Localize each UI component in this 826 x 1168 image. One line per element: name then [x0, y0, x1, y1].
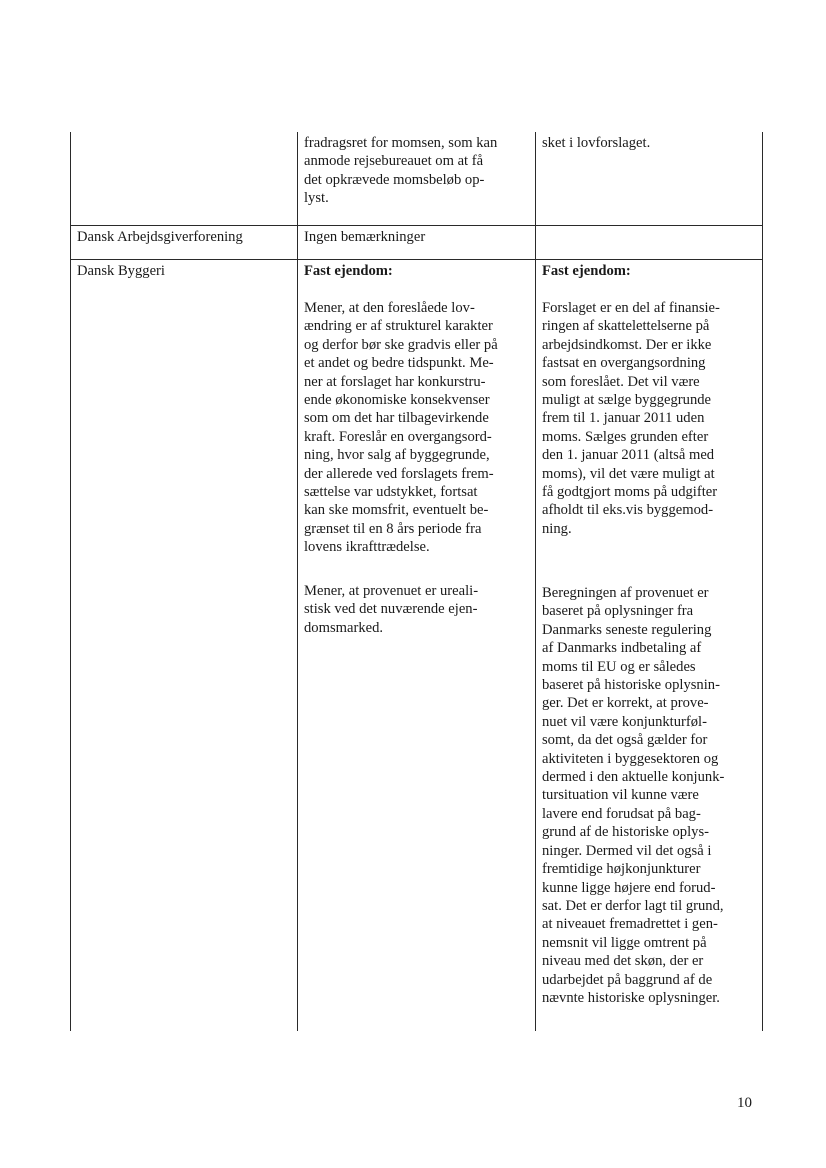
- table-border-left: [70, 132, 71, 1031]
- text-line: der allerede ved forslagets frem-: [304, 465, 494, 482]
- text-line: frem til 1. januar 2011 uden: [542, 410, 705, 427]
- row3-col3-paragraph-2: [542, 584, 724, 1007]
- text-line: aktiviteten i byggesektoren og: [542, 750, 719, 767]
- row1-col2-text: [304, 134, 497, 208]
- text-line: ringen af skattelettelserne på: [542, 318, 710, 335]
- text-line: som om det har tilbagevirkende: [304, 410, 489, 427]
- table-row-divider-2: [70, 259, 763, 260]
- text-line: baseret på oplysninger fra: [542, 603, 694, 620]
- text-line: Mener, at provenuet er ureali-: [304, 583, 479, 599]
- text-line: grænset til en 8 års periode fra: [304, 520, 482, 537]
- text-line: den 1. januar 2011 (altså med: [542, 447, 715, 464]
- text-line: ninger. Dermed vil det også i: [542, 842, 712, 859]
- row1-col3-text: [542, 134, 650, 152]
- text-line: moms. Sælges grunden efter: [542, 428, 709, 445]
- text-line: muligt at sælge byggegrunde: [542, 392, 712, 409]
- text-line: tursituation vil kunne være: [542, 787, 699, 804]
- text-line: sættelse var udstykket, fortsat: [304, 484, 478, 501]
- text-line: dermed i den aktuelle konjunk-: [542, 769, 725, 786]
- text-line: udarbejdet på baggrund af de: [542, 971, 713, 988]
- text-line: kraft. Foreslår en overgangsord-: [304, 428, 492, 445]
- text-line: sket i lovforslaget.: [542, 135, 651, 151]
- row3-col2-paragraph-1: [304, 299, 498, 557]
- text-line: ning.: [542, 520, 572, 537]
- table-border-right: [762, 132, 763, 1031]
- row3-col2-heading: Fast ejendom:: [304, 263, 393, 279]
- text-line: fradragsret for momsen, som kan: [304, 135, 498, 151]
- text-line: stisk ved det nuværende ejen-: [304, 601, 478, 618]
- text-line: ende økonomiske konsekvenser: [304, 392, 490, 409]
- text-line: nuet vil være konjunkturføl-: [542, 713, 707, 730]
- text-line: ner at forslaget har konkurstru-: [304, 373, 486, 390]
- text-line: arbejdsindkomst. Der er ikke: [542, 336, 712, 353]
- text-line: baseret på historiske oplysnin-: [542, 677, 720, 694]
- text-line: somt, da det også gælder for: [542, 732, 708, 749]
- text-line: ning, hvor salg af byggegrunde,: [304, 447, 490, 464]
- text-line: Forslaget er en del af finansie-: [542, 300, 720, 316]
- text-line: fastsat en overgangsordning: [542, 355, 706, 372]
- text-line: lovens ikrafttrædelse.: [304, 539, 430, 556]
- text-line: domsmarked.: [304, 619, 384, 636]
- text-line: som foreslået. Det vil være: [542, 373, 700, 390]
- text-line: grund af de historiske oplys-: [542, 824, 709, 841]
- text-line: få godtgjort moms på udgifter: [542, 484, 718, 501]
- page-number: 10: [737, 1095, 752, 1111]
- text-line: kan ske momsfrit, eventuelt be-: [304, 502, 489, 519]
- text-line: nemsnit vil ligge omtrent på: [542, 934, 707, 951]
- text-line: lyst.: [304, 190, 329, 207]
- table-row-divider-1: [70, 225, 763, 226]
- text-line: anmode rejsebureauet om at få: [304, 153, 484, 170]
- text-line: Danmarks seneste regulering: [542, 621, 712, 638]
- row3-col3-heading: Fast ejendom:: [542, 263, 631, 279]
- text-line: det opkrævede momsbeløb op-: [304, 171, 485, 188]
- table-divider-col2: [297, 132, 298, 1031]
- text-line: moms), vil det være muligt at: [542, 465, 715, 482]
- row3-col2-paragraph-2: [304, 582, 478, 637]
- text-line: ændring er af strukturel karakter: [304, 318, 493, 335]
- text-line: afholdt til eks.vis byggemod-: [542, 502, 714, 519]
- text-line: niveau med det skøn, der er: [542, 953, 704, 970]
- text-line: og derfor bør ske gradvis eller på: [304, 336, 498, 353]
- text-line: et andet og bedre tidspunkt. Me-: [304, 355, 494, 372]
- text-line: at niveauet fremadrettet i gen-: [542, 916, 718, 933]
- text-line: nævnte historiske oplysninger.: [542, 989, 720, 1006]
- text-line: sat. Det er derfor lagt til grund,: [542, 897, 724, 914]
- row3-organization: Dansk Byggeri: [77, 263, 165, 279]
- text-line: Beregningen af provenuet er: [542, 585, 709, 601]
- text-line: moms til EU og er således: [542, 658, 696, 675]
- row3-col3-paragraph-1: [542, 299, 720, 538]
- row2-organization: Dansk Arbejdsgiverforening: [77, 229, 243, 245]
- text-line: ger. Det er korrekt, at prove-: [542, 695, 709, 712]
- text-line: kunne ligge højere end forud-: [542, 879, 716, 896]
- row2-comment: Ingen bemærkninger: [304, 229, 426, 245]
- table-divider-col3: [535, 132, 536, 1031]
- text-line: lavere end forudsat på bag-: [542, 805, 701, 822]
- text-line: fremtidige højkonjunkturer: [542, 861, 701, 878]
- text-line: Mener, at den foreslåede lov-: [304, 300, 475, 316]
- text-line: af Danmarks indbetaling af: [542, 640, 702, 657]
